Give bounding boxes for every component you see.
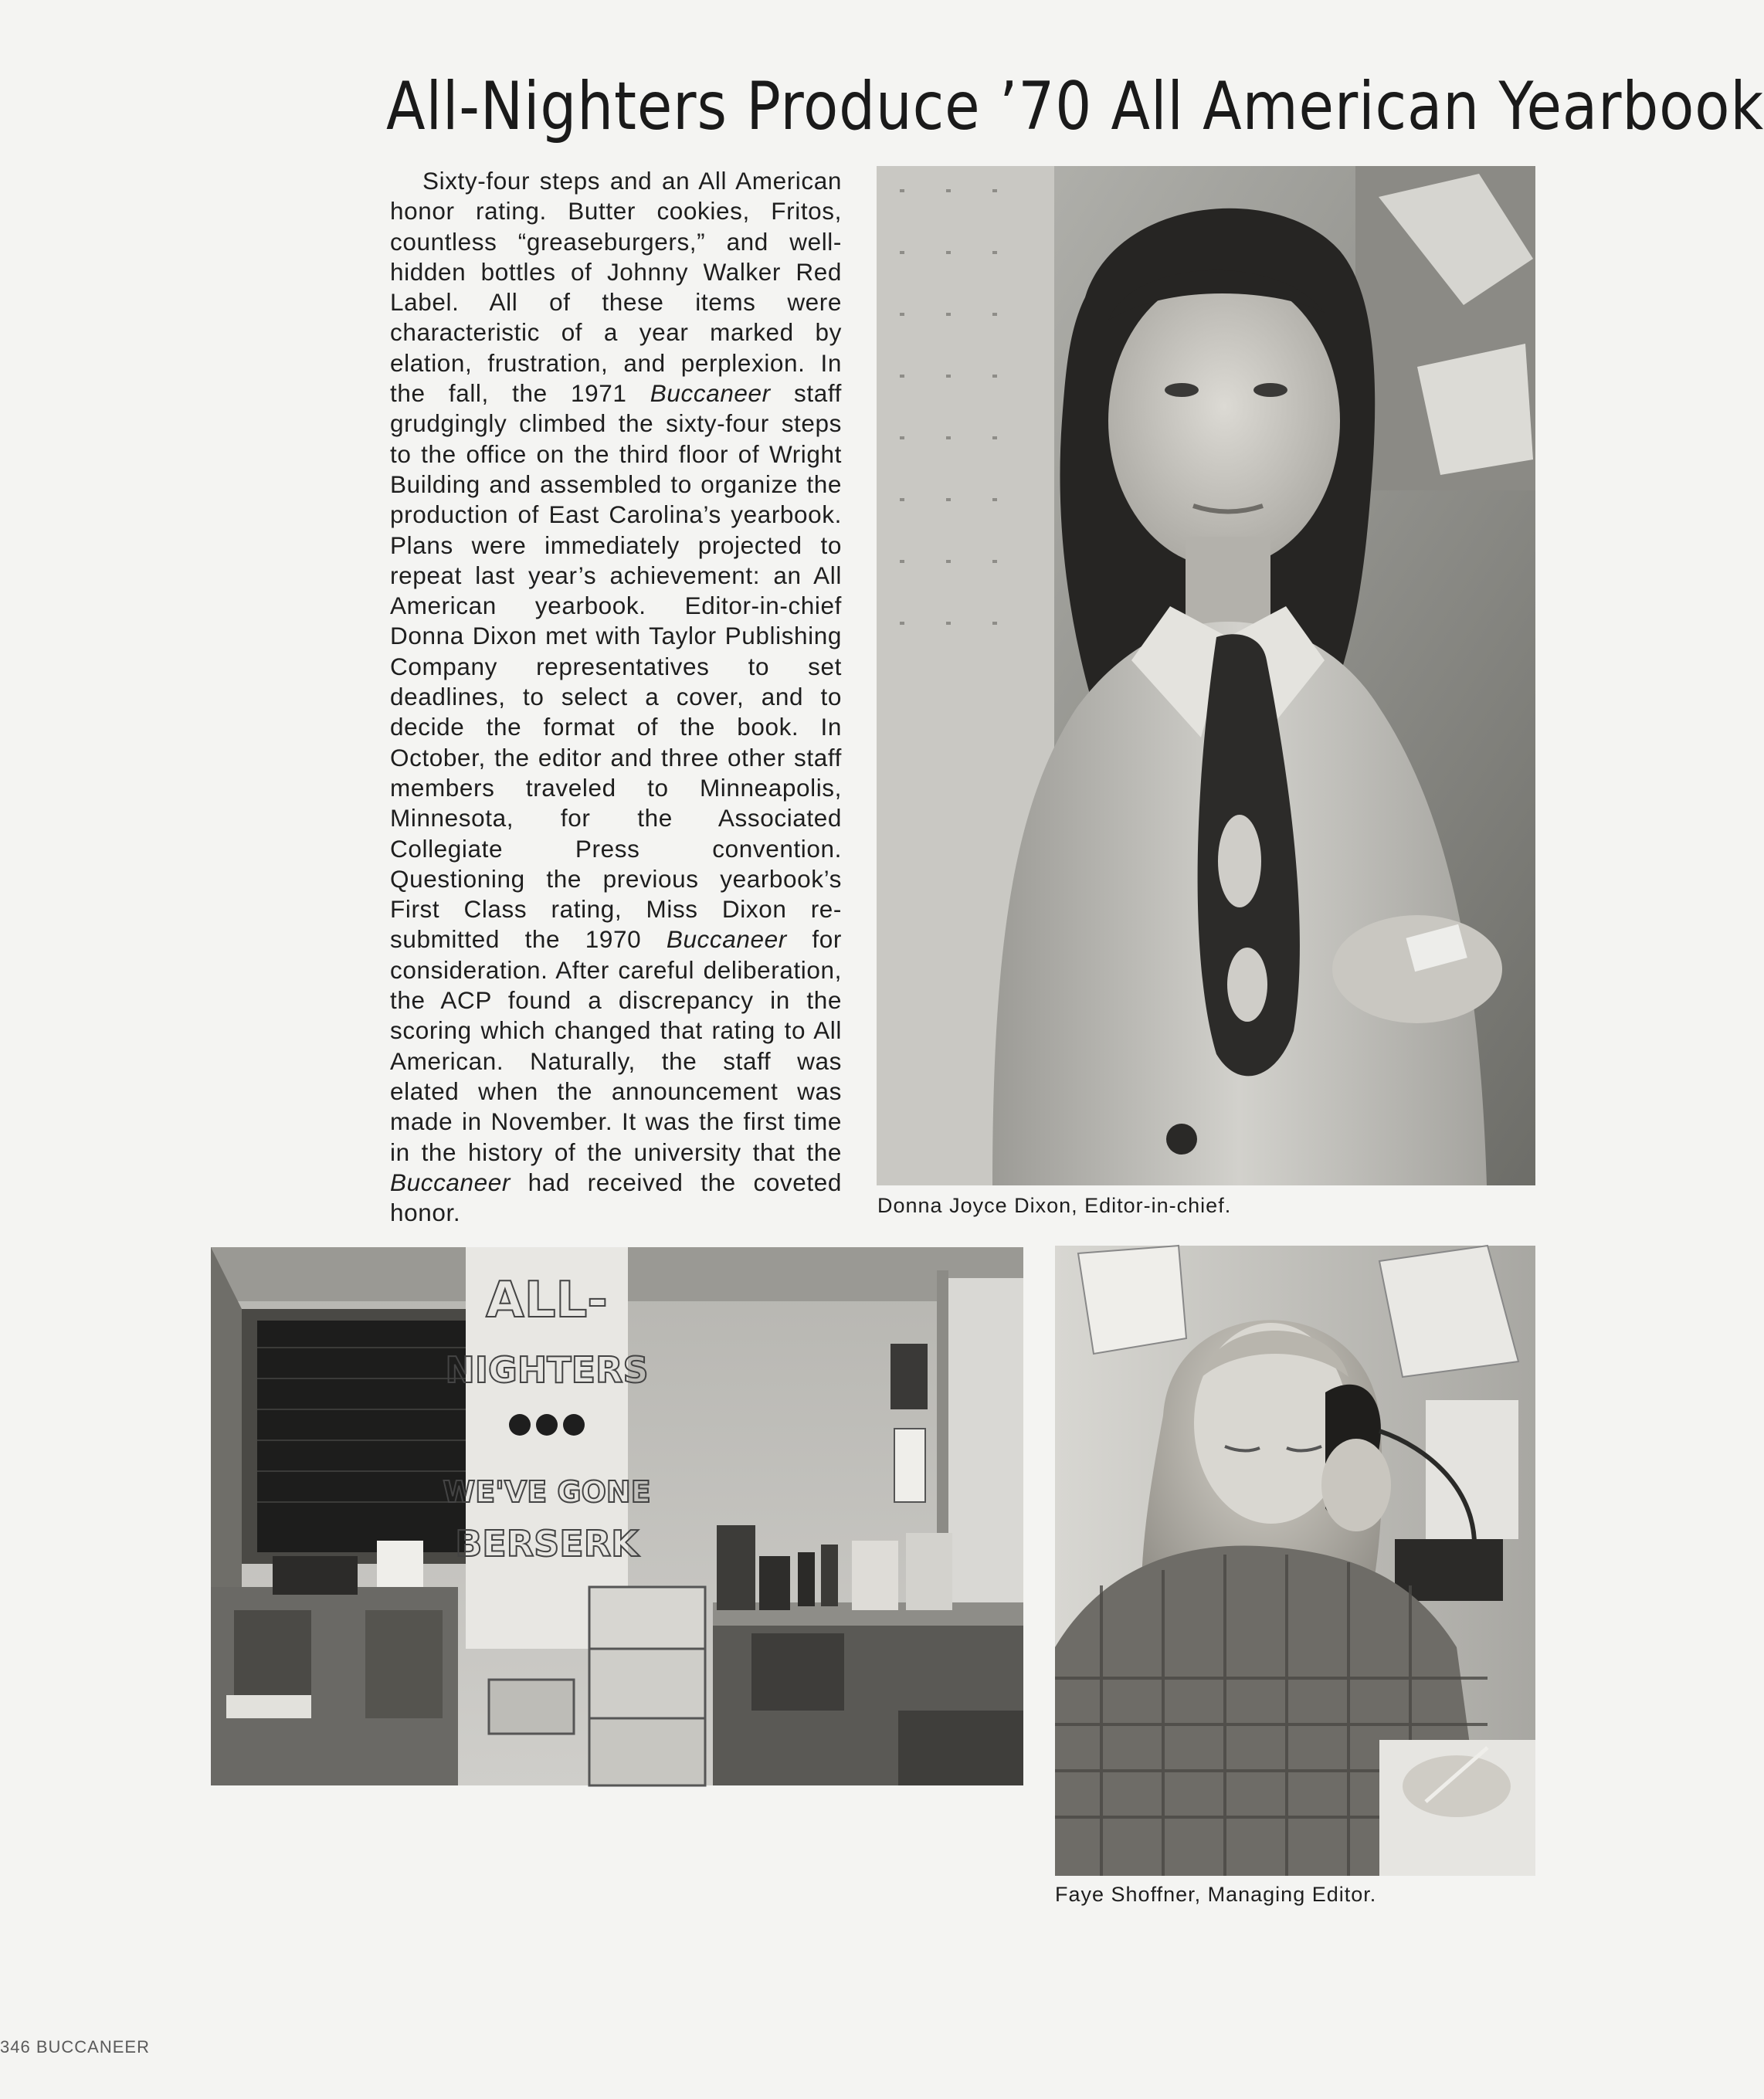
photo-yearbook-office bbox=[211, 1247, 1023, 1785]
banner-text-line1: ALL- bbox=[486, 1272, 608, 1329]
article-text-part2: staff grudgingly climbed the sixty-four steps to the office on the third floor of Wright Building and assembled to organize the production of East Carolina’s yearbook. Plans were immediately projected to repeat last year’s achievement: an All American yearbook. Editor-in-chief Donna Dixon met with Taylor Publishing Company representatives to set deadlines, to select a cover, and to decide the format of the book. In October, the editor and three other staff members traveled to Minneapolis, Minnesota, for the Associated Collegiate Press convention. Questioning the previous yearbook’s First Class rating, Miss Dixon re-submitted the 1970 bbox=[390, 379, 842, 954]
caption-faye-shoffner: Faye Shoffner, Managing Editor. bbox=[1055, 1883, 1377, 1906]
photo-donna-dixon bbox=[877, 166, 1535, 1185]
article-italic-buccaneer-2: Buccaneer bbox=[666, 925, 787, 954]
caption-donna-dixon: Donna Joyce Dixon, Editor-in-chief. bbox=[877, 1194, 1232, 1217]
banner-text-line2: NIGHTERS bbox=[445, 1349, 649, 1391]
page-folio: 346 BUCCANEER bbox=[0, 2037, 150, 2057]
article-italic-buccaneer-1: Buccaneer bbox=[650, 379, 771, 408]
article-text-part3: for consideration. After careful deliberation, the ACP found a discrepancy in the scoring which changed that rating to All American. Naturally, the staff was elated when the announcement was made in November. It was the first time in the history of the university that the bbox=[390, 925, 842, 1166]
photo-faye-shoffner bbox=[1055, 1246, 1535, 1876]
headline: All-Nighters Produce ’70 All American Yearbook bbox=[386, 68, 1764, 145]
banner-text-line3: WE'VE GONE bbox=[443, 1475, 651, 1509]
banner-text-line4: BERSERK bbox=[455, 1523, 639, 1565]
article-body bbox=[390, 166, 842, 1228]
article-italic-buccaneer-3: Buccaneer bbox=[390, 1168, 511, 1196]
article-text-part1: Sixty-four steps and an All American honor rating. Butter cookies, Fritos, countless “greaseburgers,” and well-hidden bottles of Johnny Walker Red Label. All of these items were characteristic of a year marked by elation, frustration, and perplexion. In the fall, the 1971 bbox=[390, 167, 842, 408]
article-text-part4: had received the coveted honor. bbox=[390, 1168, 842, 1227]
